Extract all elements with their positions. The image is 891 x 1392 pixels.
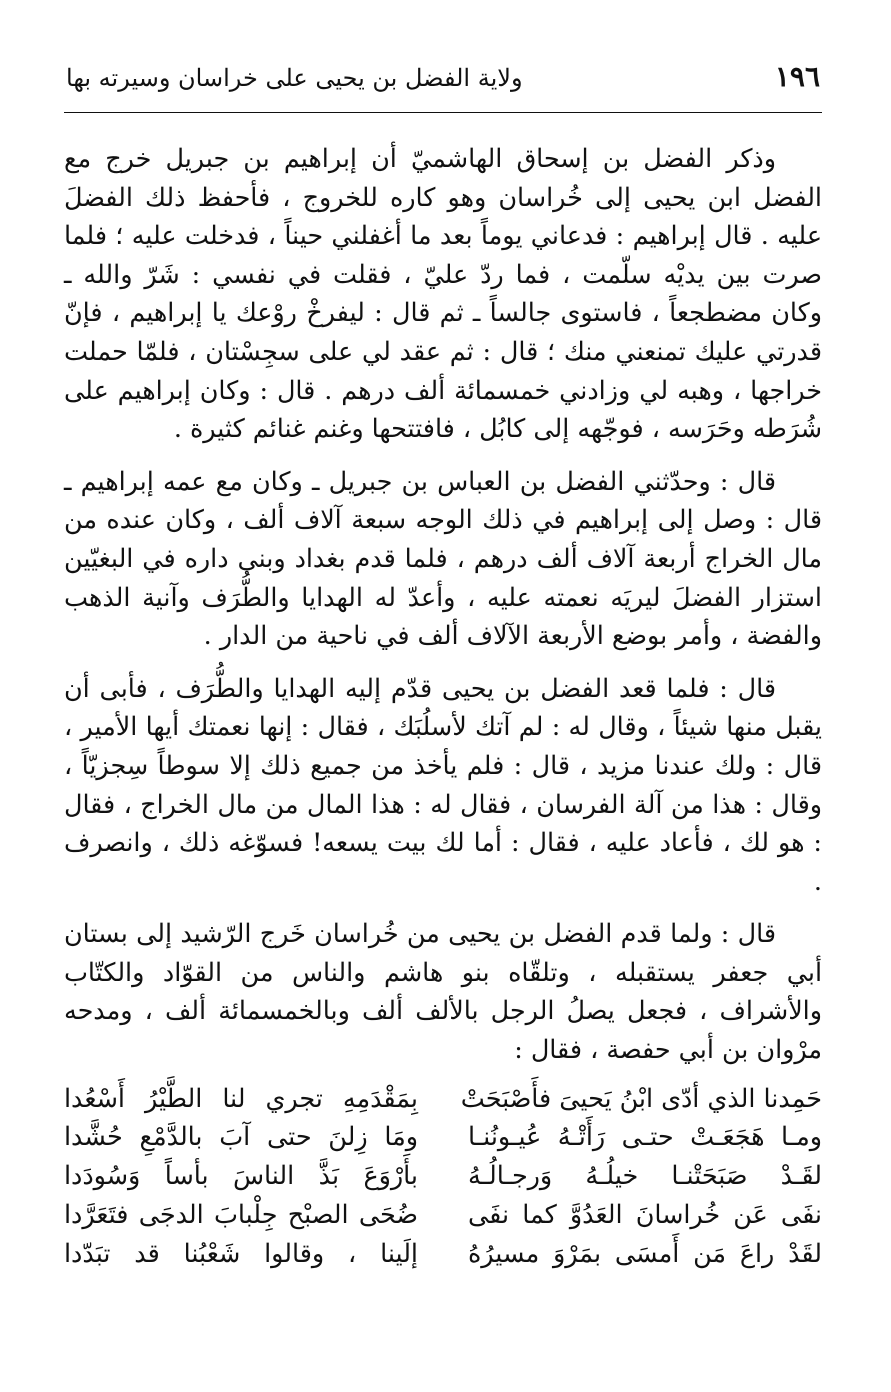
verse-second-hemistich: ضُحَى الصبْح جِلْبابَ الدجَى فتَعَرَّدا (64, 1199, 418, 1230)
poem-verse (64, 1234, 822, 1273)
body-text (64, 139, 822, 1069)
poem-verse (64, 1117, 822, 1156)
verse-second-hemistich: إلَينا ، وقالوا شَعْبُنا قد تبَدّدا (64, 1237, 418, 1268)
running-title: ولاية الفضل بن يحيى على خراسان وسيرته بها (66, 64, 523, 92)
verse-second-hemistich: بأَرْوَعَ بَذَّ الناسَ بأساً وَسُودَدا (64, 1160, 418, 1191)
verse-first-hemistich: ومـا هَجَعَـتْ حتـى رَأَتْـهُ عُيـونُنـا (468, 1121, 822, 1152)
paragraph: وذكر الفضل بن إسحاق الهاشميّ أن إبراهيم بن جبريل خرج مع الفضل ابن يحيى إلى خُراسان وهو كاره للخروج ، فأحفظ ذلك الفضلَ عليه . قال إبراهيم : فدعاني يوماً بعد ما أغفلني حيناً ، فدخلت عليه ؛ فلما صرت بين يديْه سلّمت ، فما ردّ عليّ ، فقلت في نفسي : شَرّ والله ـ وكان مضطجعاً ، فاستوى جالساً ـ ثم قال : ليفرخْ روْعك يا إبراهيم ، فإنّ قدرتي عليك تمنعني منك ؛ قال : ثم عقد لي على سجِسْتان ، فلمّا حملت خراجها ، وهبه لي وزادني خمسمائة ألف درهم . قال : وكان إبراهيم على شُرَطه وحَرَسه ، فوجّهه إلى كابُل ، فافتتحها وغنم غنائم كثيرة . (64, 143, 822, 444)
paragraph: قال : وحدّثني الفضل بن العباس بن جبريل ـ وكان مع عمه إبراهيم ـ قال : وصل إلى إبراهيم في ذلك الوجه سبعة آلاف ألف ، وكان عنده من مال الخراج أربعة آلاف ألف درهم ، فلما قدم بغداد وبنى داره في البغيّين استزار الفضلَ ليريَه نعمته عليه ، وأعدّ له الهدايا والطُّرَف وآنية الذهب والفضة ، وأمر بوضع الأربعة الآلاف ألف في ناحية من الدار . (64, 465, 822, 651)
verse-second-hemistich: بِمَقْدَمِهِ تجري لنا الطَّيْرُ أَسْعُدا (64, 1082, 418, 1113)
poem-verse (64, 1156, 822, 1195)
verse-second-hemistich: ومَا زِلنَ حتى آبَ بالدَّمْعِ حُشَّدا (64, 1121, 418, 1152)
running-header (64, 60, 822, 113)
poem (64, 1079, 822, 1273)
verse-first-hemistich: حَمِدنا الذي أدّى ابْنُ يَحيىَ فأَصْبَحَتْ (460, 1082, 822, 1113)
poem-verse (64, 1079, 822, 1118)
verse-first-hemistich: لقَـدْ صَبَحَتْنـا خيلُـهُ وَرجـالُـهُ (468, 1160, 822, 1191)
poem-verse (64, 1195, 822, 1234)
book-page (64, 60, 822, 1273)
verse-first-hemistich: نفَى عَن خُراسانَ العَدُوَّ كما نفَى (468, 1199, 822, 1230)
page-number: ١٩٦ (774, 60, 820, 93)
verse-first-hemistich: لقَدْ راعَ مَن أَمسَى بمَرْوَ مسيرُهُ (468, 1237, 822, 1268)
paragraph: قال : ولما قدم الفضل بن يحيى من خُراسان خَرج الرّشيد إلى بستان أبي جعفر يستقبله ، وتلقّاه بنو هاشم والناس من القوّاد والكتّاب والأشراف ، فجعل يصلُ الرجل بالألف ألف وبالخمسمائة ألف ، ومدحه مرْوان بن أبي حفصة ، فقال : (64, 918, 822, 1065)
paragraph: قال : فلما قعد الفضل بن يحيى قدّم إليه الهدايا والطُّرَف ، فأبى أن يقبل منها شيئاً ، وقال له : لم آتك لأسلُبَك ، فقال : إنها نعمتك أيها الأمير ، قال : ولك عندنا مزيد ، قال : فلم يأخذ من جميع ذلك إلا سوطاً سِجزيّاً ، وقال : هذا من آلة الفرسان ، فقال له : هذا المال من مال الخراج ، فقال : هو لك ، فأعاد عليه ، فقال : أما لك بيت يسعه! فسوّغه ذلك ، وانصرف . (64, 672, 822, 896)
